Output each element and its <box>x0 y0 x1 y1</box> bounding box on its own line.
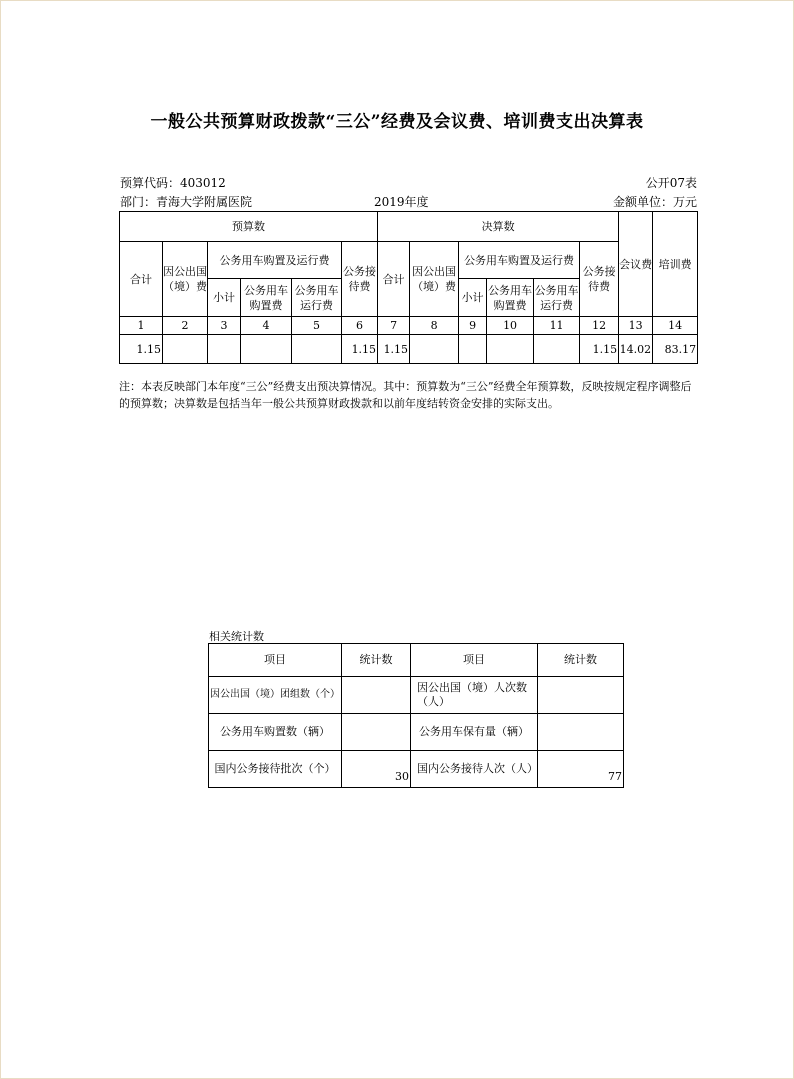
value-cell: 1.15 <box>120 335 163 364</box>
value-cell: 1.15 <box>342 335 378 364</box>
final-vehicle-running-header: 公务用车运行费 <box>534 279 580 317</box>
stats-value <box>342 714 411 751</box>
column-index: 2 <box>163 317 208 335</box>
column-index: 14 <box>653 317 698 335</box>
value-cell: 83.17 <box>653 335 698 364</box>
form-number: 公开07表 <box>645 176 697 190</box>
column-index: 7 <box>378 317 410 335</box>
budget-vehicle-running-header: 公务用车运行费 <box>292 279 342 317</box>
column-index: 12 <box>580 317 619 335</box>
stats-item: 因公出国（境）人次数（人） <box>411 677 538 714</box>
stats-item: 公务用车保有量（辆） <box>411 714 538 751</box>
stats-item: 国内公务接待人次（人） <box>411 751 538 788</box>
budget-subtotal-header: 小计 <box>208 279 241 317</box>
amount-unit: 金额单位：万元 <box>612 195 697 209</box>
value-cell: 1.15 <box>580 335 619 364</box>
final-reception-header: 公务接待费 <box>580 242 619 317</box>
stats-header: 统计数 <box>342 644 411 677</box>
value-cell <box>534 335 580 364</box>
value-cell: 1.15 <box>378 335 410 364</box>
stats-item: 因公出国（境）团组数（个） <box>209 677 342 714</box>
stats-value: 77 <box>538 751 624 788</box>
column-index: 3 <box>208 317 241 335</box>
budget-total-header: 合计 <box>120 242 163 317</box>
final-subtotal-header: 小计 <box>459 279 487 317</box>
final-vehicle-header: 公务用车购置及运行费 <box>459 242 580 279</box>
column-index: 10 <box>487 317 534 335</box>
budget-code: 预算代码：403012 <box>120 176 226 190</box>
final-total-header: 合计 <box>378 242 410 317</box>
value-cell <box>208 335 241 364</box>
training-header: 培训费 <box>653 212 698 317</box>
page-title: 一般公共预算财政拨款“三公”经费及会议费、培训费支出决算表 <box>150 112 644 132</box>
stats-value <box>538 677 624 714</box>
column-index: 9 <box>459 317 487 335</box>
column-index: 13 <box>619 317 653 335</box>
value-cell: 14.02 <box>619 335 653 364</box>
column-index: 8 <box>410 317 459 335</box>
stats-value <box>342 677 411 714</box>
budget-vehicle-header: 公务用车购置及运行费 <box>208 242 342 279</box>
stats-value <box>538 714 624 751</box>
final-vehicle-purchase-header: 公务用车购置费 <box>487 279 534 317</box>
department: 部门：青海大学附属医院 <box>120 195 253 209</box>
value-cell <box>292 335 342 364</box>
stats-item: 公务用车购置数（辆） <box>209 714 342 751</box>
column-index: 11 <box>534 317 580 335</box>
stats-header: 统计数 <box>538 644 624 677</box>
column-index: 1 <box>120 317 163 335</box>
column-index: 5 <box>292 317 342 335</box>
budget-header: 预算数 <box>120 212 378 242</box>
fiscal-year: 2019年度 <box>374 195 429 209</box>
value-cell <box>410 335 459 364</box>
budget-reception-header: 公务接待费 <box>342 242 378 317</box>
final-header: 决算数 <box>378 212 619 242</box>
column-index: 6 <box>342 317 378 335</box>
column-index: 4 <box>241 317 292 335</box>
budget-abroad-header: 因公出国（境）费 <box>163 242 208 317</box>
stats-table <box>208 643 624 788</box>
value-cell <box>163 335 208 364</box>
expenditure-table <box>119 211 698 364</box>
stats-value: 30 <box>342 751 411 788</box>
meeting-header: 会议费 <box>619 212 653 317</box>
budget-vehicle-purchase-header: 公务用车购置费 <box>241 279 292 317</box>
value-cell <box>459 335 487 364</box>
final-abroad-header: 因公出国（境）费 <box>410 242 459 317</box>
value-cell <box>487 335 534 364</box>
table-note: 注：本表反映部门本年度“三公”经费支出预决算情况。其中：预算数为“三公”经费全年预算数，反映按规定程序调整后的预算数；决算数是包括当年一般公共预算财政拨款和以前年度结转资金安排的实际支出。 <box>119 380 692 410</box>
stats-title: 相关统计数 <box>209 630 264 643</box>
value-cell <box>241 335 292 364</box>
stats-item: 国内公务接待批次（个） <box>209 751 342 788</box>
stats-header: 项目 <box>209 644 342 677</box>
stats-header: 项目 <box>411 644 538 677</box>
